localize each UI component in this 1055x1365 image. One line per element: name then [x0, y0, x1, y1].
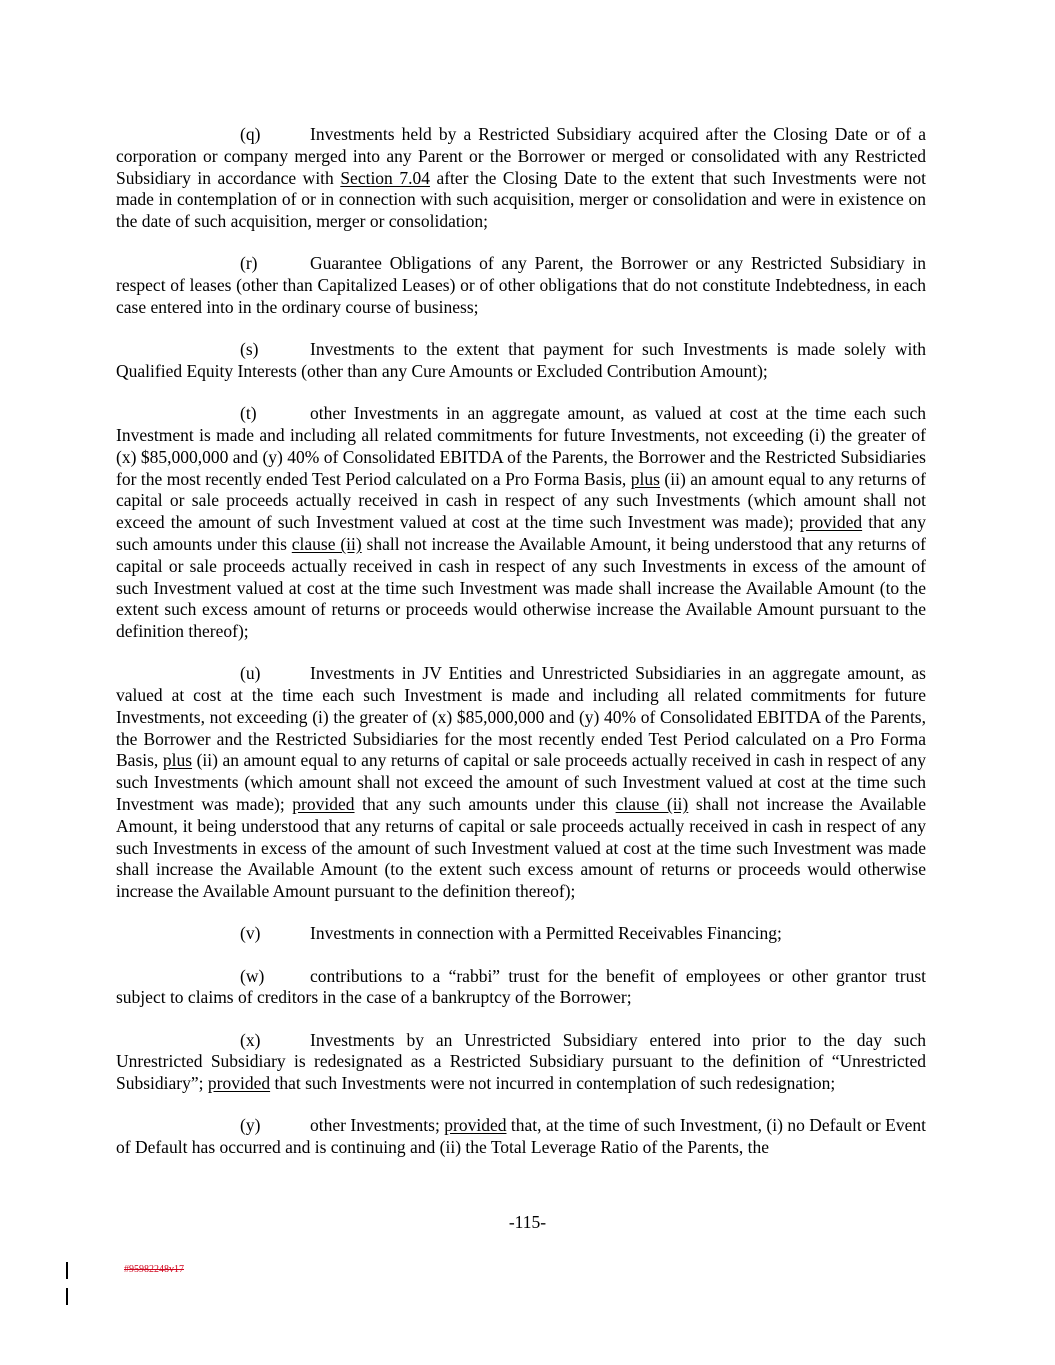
underlined-term: provided: [444, 1115, 507, 1136]
paragraph-y: [116, 1115, 926, 1159]
paragraph-text: after the Closing Date to the extent that such Investments were not made in contemplation of or in connection with such acquisition, merger or consolidation and were in existence on the date of such acquisition, merger or consolidation;: [116, 167, 926, 232]
document-body: [116, 124, 926, 1179]
paragraph-w: [116, 966, 926, 1010]
paragraph-label: (r): [240, 253, 258, 274]
underlined-term: plus: [630, 468, 660, 489]
underlined-term: provided: [292, 794, 355, 815]
paragraph-label: (q): [240, 124, 261, 144]
paragraph-text: shall not increase the Available Amount, it being understood that any returns of capital or sale proceeds actually received in cash in respect of any such Investments in excess of the amount of such Investment valued at cost at the time such Investment was made shall increase the Available Amount (to the extent such excess amount of returns or proceeds would otherwise increase the Available Amount pursuant to the definition thereof);: [116, 533, 926, 642]
paragraph-q: [116, 124, 926, 233]
paragraph-text: contributions to a “rabbi” trust for the benefit of employees or other grantor trust subject to claims of creditors in the case of a bankruptcy of the Borrower;: [116, 965, 926, 1008]
paragraph-text: Investments to the extent that payment for such Investments is made solely with Qualified Equity Interests (other than any Cure Amounts or Excluded Contribution Amount);: [116, 339, 926, 381]
paragraph-x: [116, 1030, 926, 1095]
paragraph-text: that any such amounts under this: [116, 512, 926, 554]
document-id: #95982248v17: [124, 1264, 184, 1275]
revision-bar: [66, 1288, 68, 1305]
paragraph-text: that any such amounts under this: [354, 794, 616, 815]
paragraph-label: (x): [240, 1029, 261, 1050]
paragraph-t: [116, 403, 926, 643]
paragraph-text: Investments held by a Restricted Subsidiary acquired after the Closing Date or of a corporation or company merged into any Parent or the Borrower or merged or consolidated with any Restricted Subsidiary in accordance with: [116, 124, 926, 188]
paragraph-text: Investments by an Unrestricted Subsidiary entered into prior to the day such Unrestricted Subsidiary is redesignated as a Restricted Subsidiary pursuant to the definition of “Unrestricted Subsidiary”;: [116, 1029, 926, 1094]
paragraph-text: that, at the time of such Investment, (i) no Default or Event of Default has occurred and is continuing and (ii) the Total Leverage Ratio of the Parents, the: [116, 1115, 927, 1158]
paragraph-text: (ii) an amount equal to any returns of capital or sale proceeds actually received in cash in respect of any such Investments (which amount shall not exceed the amount of such Investment valued at cost at the time such Investment was made);: [116, 468, 926, 533]
paragraph-text: (ii) an amount equal to any returns of capital or sale proceeds actually received in cash in respect of any such Investments (which amount shall not exceed the amount of such Investment valued at cost at the time such Investment was made);: [116, 750, 926, 815]
paragraph-label: (y): [240, 1115, 261, 1136]
clause-reference: clause (ii): [291, 533, 362, 554]
paragraph-u: [116, 663, 926, 903]
paragraph-s: [116, 339, 926, 383]
paragraph-text: Investments in JV Entities and Unrestricted Subsidiaries in an aggregate amount, as valued at cost at the time each such Investment is made and including all related commitments for future Investments, not exceeding (i) the greater of (x) $85,000,000 and (y) 40% of Consolidated EBITDA of the Parents, the Borrower and the Restricted Subsidiaries for the most recently ended Test Period calculated on a Pro Forma Basis,: [116, 663, 926, 771]
underlined-term: provided: [207, 1073, 271, 1094]
paragraph-text: Investments in connection with a Permitted Receivables Financing;: [310, 923, 782, 944]
clause-reference: clause (ii): [615, 794, 689, 815]
paragraph-text: that such Investments were not incurred in contemplation of such redesignation;: [270, 1073, 836, 1094]
paragraph-text: shall not increase the Available Amount, it being understood that any returns of capital or sale proceeds actually received in cash in respect of any such Investments in excess of the amount of such Investment valued at cost at the time such Investment was made shall increase the Available Amount (to the extent such excess amount of returns or proceeds would otherwise increase the Available Amount pursuant to the definition thereof);: [116, 794, 927, 902]
section-reference: Section 7.04: [340, 167, 430, 188]
paragraph-text: other Investments in an aggregate amount, as valued at cost at the time each such Investment is made and including all related commitments for future Investments, not exceeding (i) the greater of (x) $85,000,000 and (y) 40% of Consolidated EBITDA of the Parents, the Borrower and the Restricted Subsidiaries for the most recently ended Test Period calculated on a Pro Forma Basis,: [116, 403, 926, 489]
paragraph-v: [116, 923, 926, 945]
paragraph-label: (v): [240, 923, 261, 944]
paragraph-label: (u): [240, 663, 261, 684]
page-number: -115-: [508, 1212, 547, 1232]
paragraph-r: [116, 253, 926, 318]
paragraph-label: (s): [240, 339, 259, 360]
paragraph-label: (w): [240, 965, 265, 986]
paragraph-label: (t): [240, 403, 257, 424]
paragraph-text: other Investments;: [310, 1115, 445, 1136]
paragraph-text: Guarantee Obligations of any Parent, the Borrower or any Restricted Subsidiary in respect of leases (other than Capitalized Leases) or of other obligations that do not constitute Indebtedness, in each case entered into in the ordinary course of business;: [116, 253, 926, 317]
underlined-term: provided: [799, 512, 863, 533]
revision-bar: [66, 1262, 68, 1279]
underlined-term: plus: [162, 750, 193, 771]
